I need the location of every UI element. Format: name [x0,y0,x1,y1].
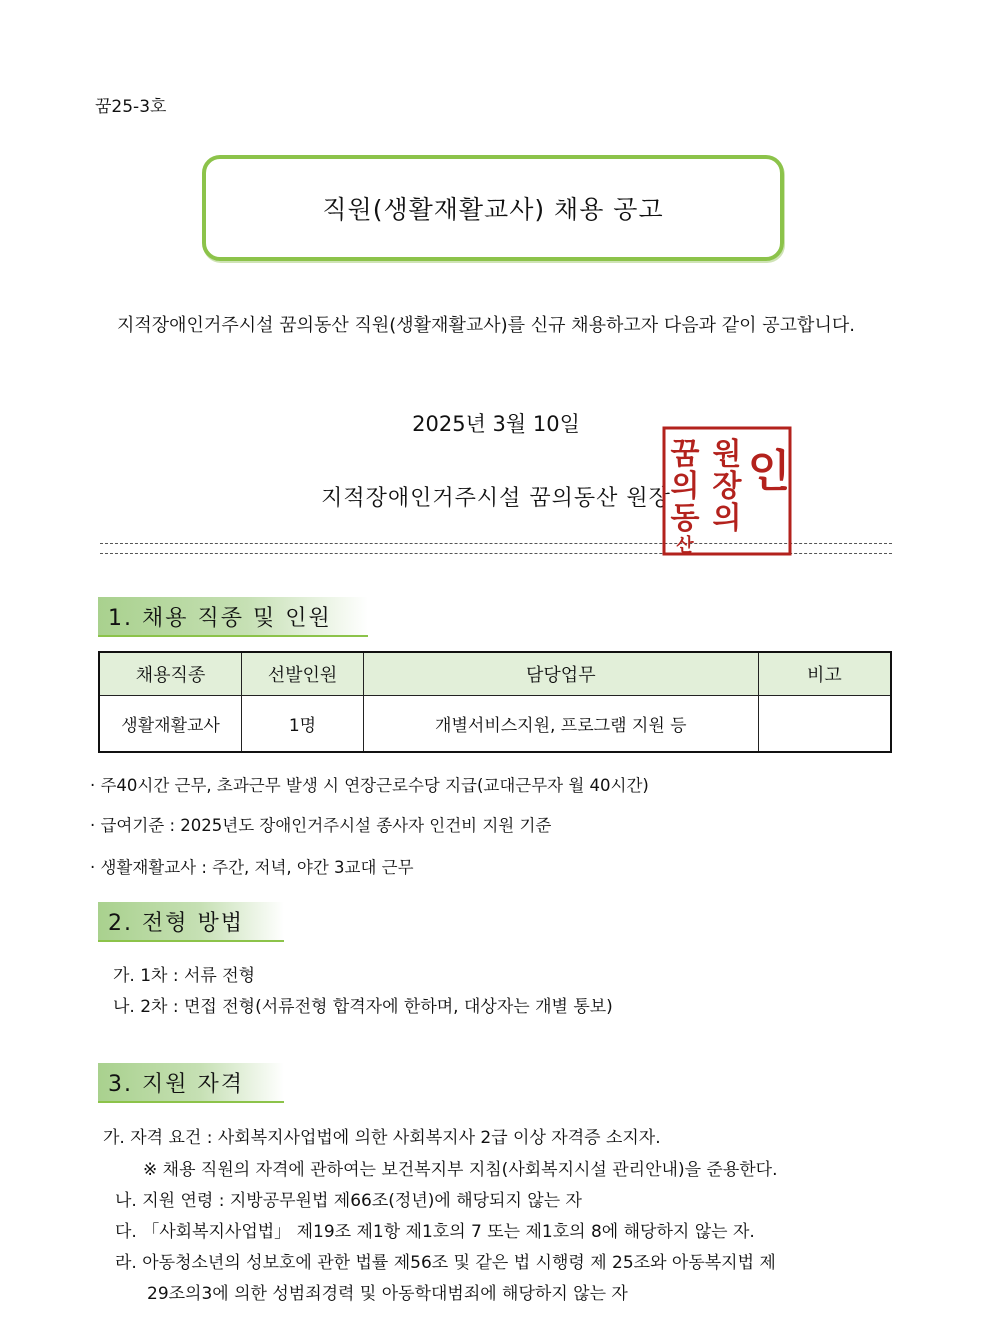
seal-char-1: 꿈 [670,437,700,472]
qualification-youth-act: 라. 아동청소년의 성보호에 관한 법률 제56조 및 같은 법 시행령 제 25조와 아동복지법 제 [115,1253,776,1273]
seal-char-4: 산 [676,535,694,556]
note-work-hours: · 주40시간 근무, 초과근무 발생 시 연장근로수당 지급(교대근무자 월 40시간) [90,776,649,795]
cell-note [758,696,891,753]
qualification-note: ※ 채용 직원의 자격에 관하여는 보건복지부 지침(사회복지시설 관리안내)을 준용한다. [143,1160,778,1180]
intro-text: 지적장애인거주시설 꿈의동산 직원(생활재활교사)를 신규 채용하고자 다음과 같이 공고합니다. [117,315,855,336]
issuer-name: 지적장애인거주시설 꿈의동산 원장 [321,486,671,511]
selection-step-1: 가. 1차 : 서류 전형 [113,966,256,986]
table-header-row [99,652,891,696]
col-header-duty: 담당업무 [363,652,758,696]
official-seal [662,426,792,556]
seal-char-7: 의 [712,501,742,536]
section-3-heading: 3. 지원 자격 [98,1063,284,1103]
col-header-note: 비고 [758,652,891,696]
cell-job: 생활재활교사 [99,696,242,753]
intro-paragraph [95,308,895,344]
qualification-requirement: 가. 자격 요건 : 사회복지사업법에 의한 사회복지사 2급 이상 자격증 소지자. [103,1128,661,1148]
section-2-heading: 2. 전형 방법 [98,902,284,942]
table-row [99,696,891,753]
seal-char-6: 장 [712,469,742,504]
selection-step-2: 나. 2차 : 면접 전형(서류전형 합격자에 한하며, 대상자는 개별 통보) [113,997,613,1017]
qualification-age: 나. 지원 연령 : 지방공무원법 제66조(정년)에 해당되지 않는 자 [115,1191,582,1211]
recruitment-table [98,651,892,753]
note-shift: · 생활재활교사 : 주간, 저녁, 야간 3교대 근무 [90,858,414,877]
announcement-date: 2025년 3월 10일 [412,412,580,436]
qualification-welfare-act: 다. 「사회복지사업법」 제19조 제1항 제1호의 7 또는 제1호의 8에 해당하지 않는 자. [115,1222,755,1242]
seal-char-2: 의 [670,469,700,504]
document-number: 꿈25-3호 [95,97,167,117]
title-box [202,155,784,261]
cell-duty: 개별서비스지원, 프로그램 지원 등 [363,696,758,753]
page-title: 직원(생활재활교사) 채용 공고 [322,195,664,224]
section-1-heading: 1. 채용 직종 및 인원 [98,597,368,637]
seal-char-5: 원 [712,437,742,472]
seal-char-3: 동 [670,501,700,536]
note-salary: · 급여기준 : 2025년도 장애인거주시설 종사자 인건비 지원 기준 [90,816,552,835]
col-header-job: 채용직종 [99,652,242,696]
seal-char-8: 인 [747,446,791,497]
cell-count: 1명 [242,696,364,753]
col-header-count: 선발인원 [242,652,364,696]
qualification-youth-act-cont: 29조의3에 의한 성범죄경력 및 아동학대범죄에 해당하지 않는 자 [147,1284,628,1304]
